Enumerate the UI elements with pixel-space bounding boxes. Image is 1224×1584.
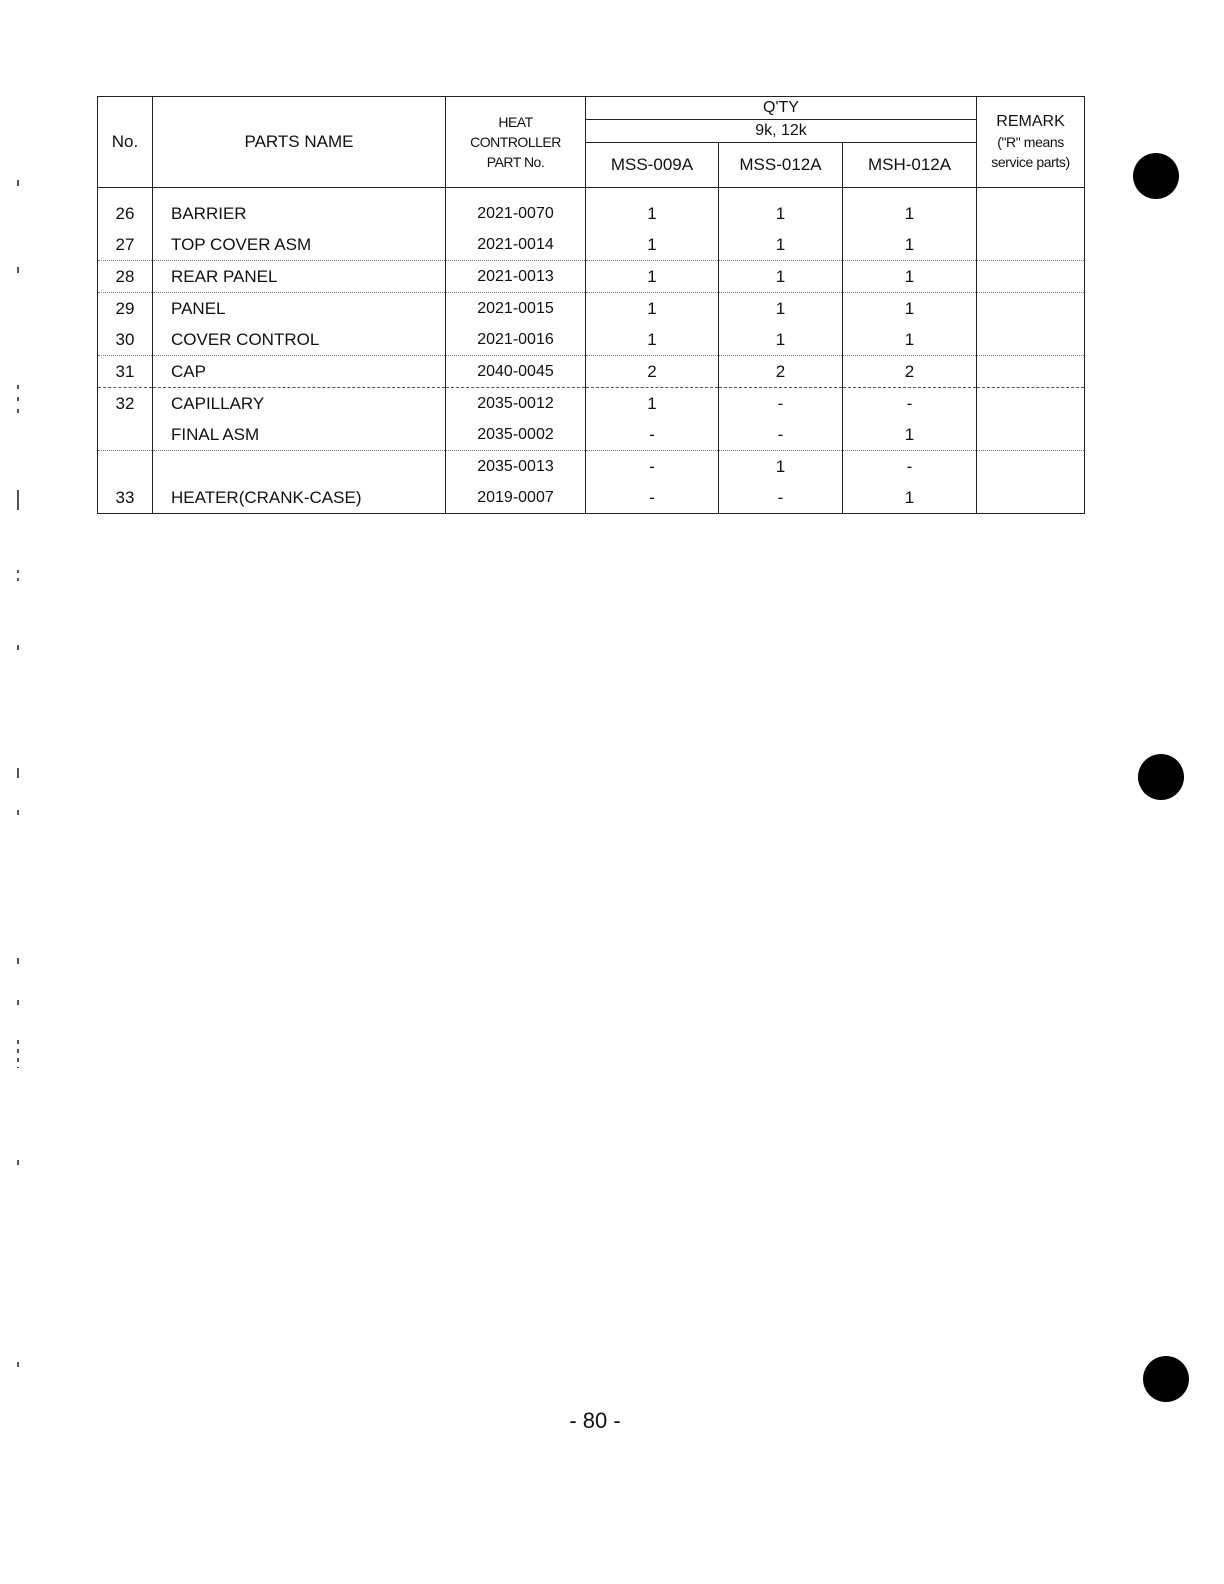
scan-speck <box>17 570 19 584</box>
table-row <box>98 261 1085 293</box>
row-remark <box>977 419 1085 451</box>
row-no: 30 <box>98 324 153 356</box>
row-remark <box>977 388 1085 420</box>
punch-hole-middle <box>1138 754 1184 800</box>
header-remark <box>977 97 1085 188</box>
scan-speck <box>17 180 19 186</box>
table-row <box>98 229 1085 261</box>
row-remark <box>977 451 1085 483</box>
row-qty-mss-009a: 1 <box>586 324 719 356</box>
row-remark <box>977 188 1085 230</box>
row-qty-msh-012a: - <box>843 451 977 483</box>
row-parts-name: BARRIER <box>153 188 446 230</box>
scan-speck <box>17 1040 19 1068</box>
row-no: 33 <box>98 482 153 514</box>
header-part-no-line2: CONTROLLER <box>470 134 561 150</box>
row-qty-mss-009a: 1 <box>586 188 719 230</box>
row-parts-name: PANEL <box>153 293 446 325</box>
scan-speck <box>17 267 19 273</box>
row-part-no: 2021-0013 <box>446 261 586 293</box>
row-part-no: 2021-0015 <box>446 293 586 325</box>
row-remark <box>977 324 1085 356</box>
table-row <box>98 293 1085 325</box>
row-no: 32 <box>98 388 153 420</box>
row-qty-mss-012a: 2 <box>719 356 843 388</box>
header-model-msh-012a: MSH-012A <box>843 143 977 188</box>
row-parts-name: HEATER(CRANK-CASE) <box>153 482 446 514</box>
row-qty-mss-012a: - <box>719 482 843 514</box>
table-row <box>98 356 1085 388</box>
scan-speck <box>17 958 19 964</box>
row-qty-mss-012a: 1 <box>719 188 843 230</box>
header-qty: Q'TY <box>586 97 977 120</box>
row-qty-mss-009a: 1 <box>586 388 719 420</box>
row-qty-msh-012a: 1 <box>843 261 977 293</box>
row-remark <box>977 356 1085 388</box>
scan-speck <box>17 1160 19 1165</box>
row-part-no: 2040-0045 <box>446 356 586 388</box>
row-qty-msh-012a: 1 <box>843 229 977 261</box>
row-qty-mss-009a: - <box>586 482 719 514</box>
row-qty-msh-012a: 1 <box>843 419 977 451</box>
row-no <box>98 419 153 451</box>
row-part-no: 2021-0070 <box>446 188 586 230</box>
header-capacity: 9k, 12k <box>586 120 977 143</box>
row-part-no: 2035-0013 <box>446 451 586 483</box>
header-parts-name: PARTS NAME <box>153 97 446 188</box>
header-part-no-line1: HEAT <box>498 114 533 130</box>
row-parts-name: CAP <box>153 356 446 388</box>
scan-speck <box>17 490 19 510</box>
row-remark <box>977 261 1085 293</box>
scan-speck <box>17 1362 19 1367</box>
row-no: 28 <box>98 261 153 293</box>
header-model-mss-009a: MSS-009A <box>586 143 719 188</box>
scan-speck <box>17 810 19 815</box>
table-row <box>98 451 1085 483</box>
row-part-no: 2019-0007 <box>446 482 586 514</box>
header-remark-line1: REMARK <box>996 113 1065 130</box>
row-qty-mss-012a: - <box>719 388 843 420</box>
row-no: 27 <box>98 229 153 261</box>
row-qty-msh-012a: 1 <box>843 293 977 325</box>
scan-speck <box>17 1000 19 1005</box>
scan-speck <box>17 768 19 778</box>
row-no: 29 <box>98 293 153 325</box>
header-remark-line2: ("R" means <box>997 134 1064 150</box>
row-part-no: 2035-0012 <box>446 388 586 420</box>
row-qty-mss-009a: - <box>586 451 719 483</box>
row-qty-msh-012a: 2 <box>843 356 977 388</box>
row-part-no: 2035-0002 <box>446 419 586 451</box>
row-qty-mss-012a: 1 <box>719 229 843 261</box>
header-model-mss-012a: MSS-012A <box>719 143 843 188</box>
table-header <box>98 97 1085 188</box>
row-parts-name: FINAL ASM <box>153 419 446 451</box>
row-qty-mss-012a: 1 <box>719 293 843 325</box>
row-qty-mss-012a: 1 <box>719 451 843 483</box>
row-no <box>98 451 153 483</box>
row-qty-mss-012a: - <box>719 419 843 451</box>
row-qty-mss-009a: 1 <box>586 293 719 325</box>
table-row <box>98 388 1085 420</box>
table-row <box>98 188 1085 230</box>
row-remark <box>977 229 1085 261</box>
table-row <box>98 482 1085 514</box>
punch-hole-top <box>1133 153 1179 199</box>
row-qty-mss-009a: 1 <box>586 261 719 293</box>
header-remark-line3: service parts) <box>991 154 1070 170</box>
row-parts-name: CAPILLARY <box>153 388 446 420</box>
parts-table <box>97 96 1085 514</box>
row-part-no: 2021-0016 <box>446 324 586 356</box>
table-row <box>98 324 1085 356</box>
row-qty-msh-012a: 1 <box>843 188 977 230</box>
row-no: 26 <box>98 188 153 230</box>
row-qty-msh-012a: - <box>843 388 977 420</box>
scan-speck <box>17 645 19 650</box>
row-qty-mss-012a: 1 <box>719 324 843 356</box>
row-no: 31 <box>98 356 153 388</box>
row-qty-msh-012a: 1 <box>843 482 977 514</box>
page-number: - 80 - <box>569 1408 621 1433</box>
table-row <box>98 419 1085 451</box>
header-no: No. <box>98 97 153 188</box>
row-qty-msh-012a: 1 <box>843 324 977 356</box>
row-parts-name: COVER CONTROL <box>153 324 446 356</box>
row-parts-name <box>153 451 446 483</box>
row-qty-mss-009a: - <box>586 419 719 451</box>
row-qty-mss-009a: 2 <box>586 356 719 388</box>
row-parts-name: TOP COVER ASM <box>153 229 446 261</box>
row-parts-name: REAR PANEL <box>153 261 446 293</box>
row-qty-mss-009a: 1 <box>586 229 719 261</box>
header-part-no-line3: PART No. <box>486 154 545 170</box>
scan-speck <box>17 385 19 415</box>
row-remark <box>977 293 1085 325</box>
row-qty-mss-012a: 1 <box>719 261 843 293</box>
row-remark <box>977 482 1085 514</box>
row-part-no: 2021-0014 <box>446 229 586 261</box>
header-part-no <box>446 97 586 188</box>
table-body <box>98 188 1085 514</box>
punch-hole-bottom <box>1143 1356 1189 1402</box>
